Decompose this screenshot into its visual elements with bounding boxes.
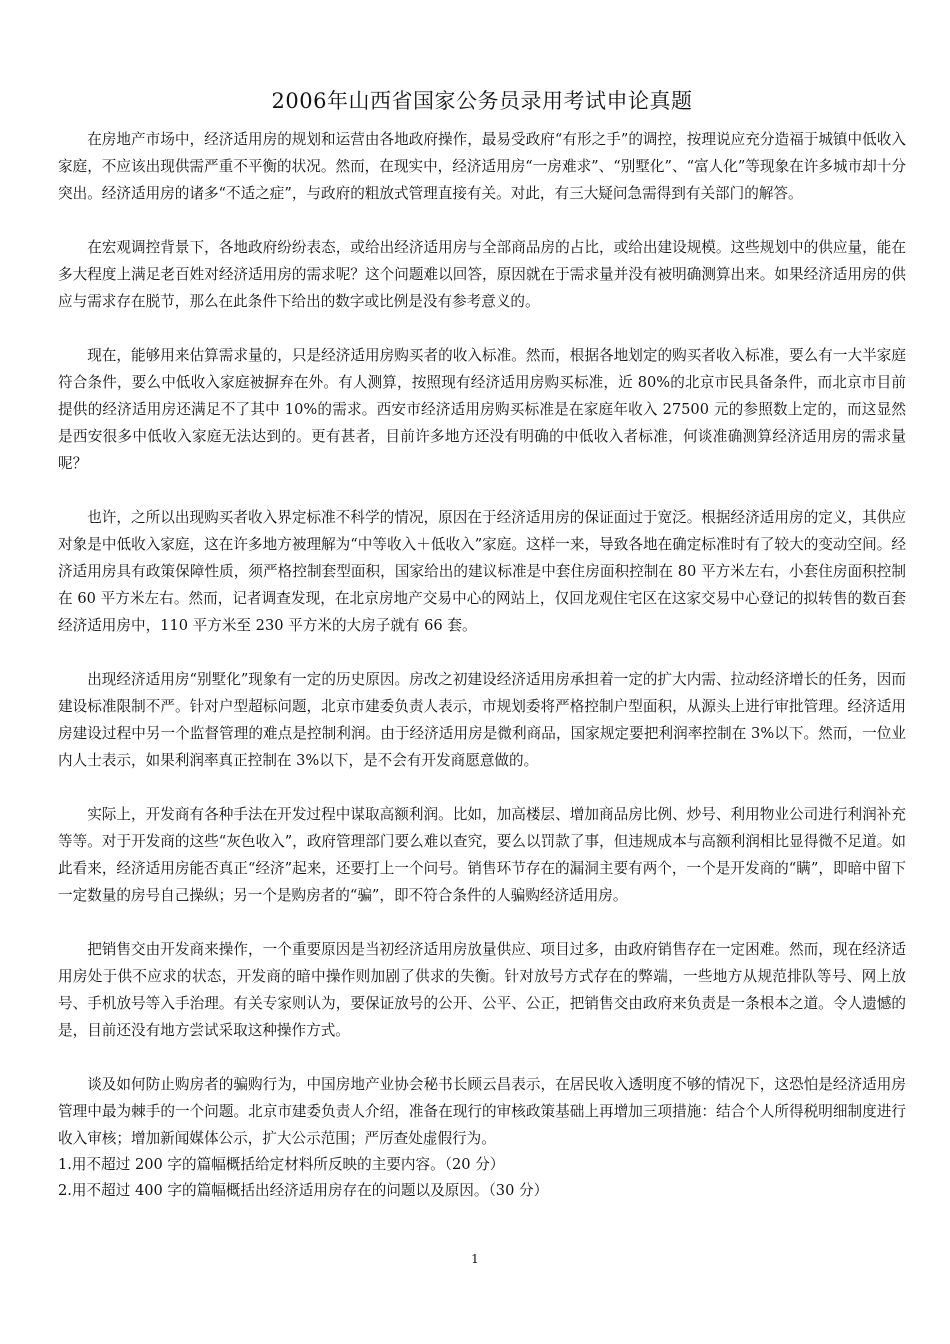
paragraph-4: 也许，之所以出现购买者收入界定标准不科学的情况，原因在于经济适用房的保证面过于宽泛。根据经济适用房的定义，其供应对象是中低收入家庭，这在许多地方被理解为“中等收入＋低收入”家庭。这样一来，导致各地在确定标准时有了较大的变动空间。经济适用房具有政策保障性质，须严格控制套型面积，国家给出的建议标准是中套住房面积控制在 80 平方米左右，小套住房面积控制在 60 平方米左右。然而，记者调查发现，在北京房地产交易中心的网站上，仅回龙观住宅区在这家交易中心登记的拟转售的数百套经济适用房中，110 平方米至 230 平方米的大房子就有 66 套。 [58, 509, 906, 634]
paragraph-2: 在宏观调控背景下，各地政府纷纷表态，或给出经济适用房与全部商品房的占比，或给出建设规模。这些规划中的供应量，能在多大程度上满足老百姓对经济适用房的需求呢？这个问题难以回答，原因就在于需求量并没有被明确测算出来。如果经济适用房的供应与需求存在脱节，那么在此条件下给出的数字或比例是没有参考意义的。 [58, 239, 906, 310]
question-1: 1.用不超过 200 字的篇幅概括给定材料所反映的主要内容。（20 分） [58, 1156, 505, 1173]
paragraph-7: 把销售交由开发商来操作，一个重要原因是当初经济适用房放量供应、项目过多，由政府销售存在一定困难。然而，现在经济适用房处于供不应求的状态，开发商的暗中操作则加剧了供求的失衡。针对放号方式存在的弊端，一些地方从规范排队等号、网上放号、手机放号等入手治理。有关专家则认为，要保证放号的公开、公平、公正，把销售交由政府来负责是一条根本之道。令人遗憾的是，目前还没有地方尝试采取这种操作方式。 [58, 941, 906, 1039]
document-title: 2006年山西省国家公务员录用考试申论真题 [271, 89, 693, 113]
paragraph-8: 谈及如何防止购房者的骗购行为，中国房地产业协会秘书长顾云昌表示，在居民收入透明度不够的情况下，这恐怕是经济适用房管理中最为棘手的一个问题。北京市建委负责人介绍，准备在现行的审核政策基础上再增加三项措施：结合个人所得税明细制度进行收入审核；增加新闻媒体公示，扩大公示范围；严厉查处虚假行为。 [58, 1076, 906, 1147]
paragraph-3: 现在，能够用来估算需求量的，只是经济适用房购买者的收入标准。然而，根据各地划定的购买者收入标准，要么有一大半家庭符合条件，要么中低收入家庭被摒弃在外。有人测算，按照现有经济适用房购买标准，近 80%的北京市民具备条件，而北京市目前提供的经济适用房还满足不了其中 10%的需求。西安市经济适用房购买标准是在家庭年收入 27500 元的参照数上定的，而这显然是西安很多中低收入家庭无法达到的。更有甚者，目前许多地方还没有明确的中低收入者标准，何谈准确测算经济适用房的需求量呢？ [58, 347, 906, 472]
page-number: 1 [471, 1252, 479, 1266]
paragraph-5: 出现经济适用房“别墅化”现象有一定的历史原因。房改之初建设经济适用房承担着一定的扩大内需、拉动经济增长的任务，因而建设标准限制不严。针对户型超标问题，北京市建委负责人表示，市规划委将严格控制户型面积，从源头上进行审批管理。经济适用房建设过程中另一个监督管理的难点是控制利润。由于经济适用房是微利商品，国家规定要把利润率控制在 3%以下。然而，一位业内人士表示，如果利润率真正控制在 3%以下，是不会有开发商愿意做的。 [58, 671, 906, 769]
question-2: 2.用不超过 400 字的篇幅概括出经济适用房存在的问题以及原因。（30 分） [58, 1182, 549, 1199]
paragraph-1: 在房地产市场中，经济适用房的规划和运营由各地政府操作，最易受政府“有形之手”的调控，按理说应充分造福于城镇中低收入家庭，不应该出现供需严重不平衡的状况。然而，在现实中，经济适用房“一房难求”、“别墅化”、“富人化”等现象在许多城市却十分突出。经济适用房的诸多“不适之症”，与政府的粗放式管理直接有关。对此，有三大疑问急需得到有关部门的解答。 [58, 131, 906, 202]
paragraph-6: 实际上，开发商有各种手法在开发过程中谋取高额利润。比如，加高楼层、增加商品房比例、炒号、利用物业公司进行利润补充等等。对于开发商的这些“灰色收入”，政府管理部门要么难以查究，要么以罚款了事，但违规成本与高额利润相比显得微不足道。如此看来，经济适用房能否真正“经济”起来，还要打上一个问号。销售环节存在的漏洞主要有两个，一个是开发商的“瞒”，即暗中留下一定数量的房号自己操纵；另一个是购房者的“骗”，即不符合条件的人骗购经济适用房。 [58, 806, 906, 904]
